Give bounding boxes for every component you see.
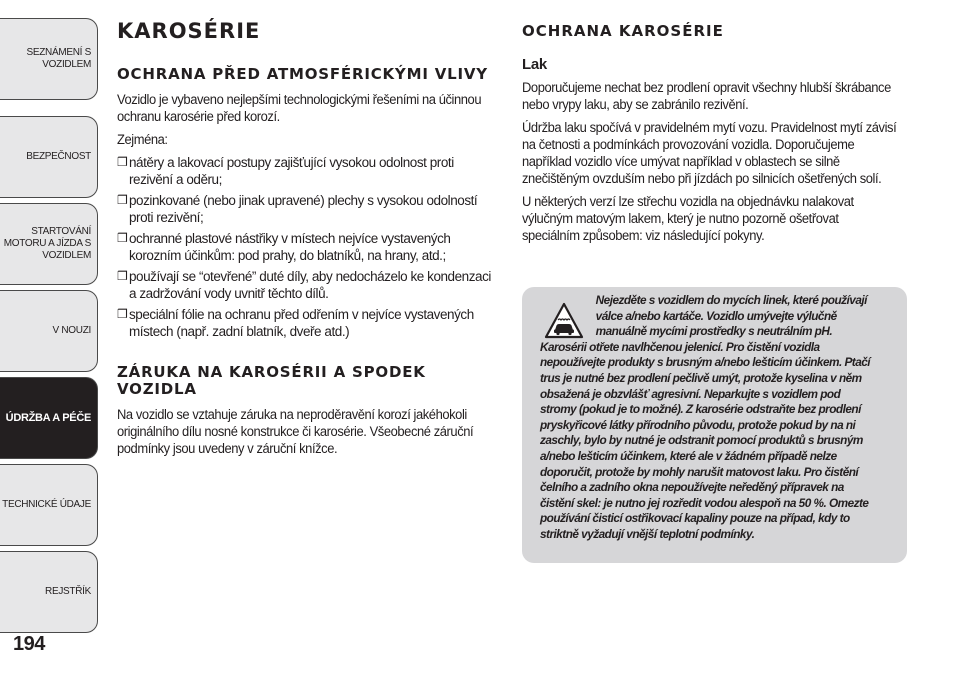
- list-item: ❒ pozinkované (nebo jinak upravené) plechy s vysokou odolností proti rezivění;: [117, 193, 478, 225]
- bullet-marker: ❒: [117, 307, 128, 321]
- warning-lead: Nejezděte s vozidlem do mycích linek, které používají válce a/nebo kartáče. Vozidlo umývejte výlučně manuálně mycími prostředky s neutrálním pH.: [595, 293, 867, 339]
- section-heading-warranty: ZÁRUKA NA KAROSÉRII A SPODEK VOZIDLA: [117, 363, 426, 398]
- warning-box: [522, 287, 907, 563]
- section-heading-atmospheric: OCHRANA PŘED ATMOSFÉRICKÝMI VLIVY: [117, 65, 488, 83]
- list-item: ❒ speciální fólie na ochranu před odřením v nejvíce vystavených místech (např. zadní blatník, dveře atd.): [117, 307, 474, 339]
- tab-startovani[interactable]: STARTOVÁNÍ MOTORU A JÍZDA S VOZIDLEM: [0, 203, 98, 285]
- paint-paragraph: Údržba laku spočívá v pravidelném mytí vozu. Pravidelnost mytí závisí na četnosti a podmínkách provozování vozidla. Doporučujeme například vozidlo více umývat například v oblastech se silně znečištěným ovzduším nebo při jízdách po silnicích ošetřených solí.: [522, 120, 897, 186]
- tab-technicke-udaje[interactable]: TECHNICKÉ ÚDAJE: [0, 464, 98, 546]
- section-lead: Zejména:: [117, 132, 168, 147]
- paint-paragraph: Doporučujeme nechat bez prodlení opravit všechny hlubší škrábance nebo vrypy laku, aby se zabránilo rezivění.: [522, 80, 891, 112]
- warning-body: Karosérii otřete navlhčenou jelenicí. Pro čistění vozidla nepoužívejte produkty s brusným a/nebo lešticím účinkem. Ptačí trus je nutné bez prodlení pečlivě umýt, protože kyselina v něm obsažená je obzvlášť agresivní. Neparkujte s vozidlem pod stromy (pokud je to možné). Z karosérie odstraňte bez prodlení pryskyřicové látky přírodního původu, protože pokud by na ni zaschly, bylo by nutné je odstranit pomocí produktů s brusným a/nebo lešticím účinkem, které ale v žádném případě nelze doporučit, protože by mohly narušit matovost laku. Pro čistění čelního a zadního okna nepoužívejte neředěný přípravek na čistění skel: je nutno jej rozředit vodou alespoň na 50 %. Omezte používání čisticí ostřikovací kapaliny pouze na případ, kdy to striktně vyžadují vnější teplotní podmínky.: [540, 339, 871, 541]
- right-column: [522, 18, 912, 250]
- paint-paragraph: U některých verzí lze střechu vozidla na objednávku nalakovat výlučným matovým lakem, který je nutno pozorně ošetřovat speciálním způsobem: viz následující pokyny.: [522, 194, 854, 243]
- chapter-title: KAROSÉRIE: [117, 19, 261, 43]
- tab-udrzba[interactable]: ÚDRŽBA A PÉČE: [0, 377, 98, 459]
- tab-v-nouzi[interactable]: V NOUZI: [0, 290, 98, 372]
- section-heading-body-protection: OCHRANA KAROSÉRIE: [522, 22, 724, 40]
- list-item: ❒ nátěry a lakovací postupy zajišťující vysokou odolnost proti rezivění a oděru;: [117, 155, 454, 187]
- tab-seznameni[interactable]: SEZNÁMENÍ S VOZIDLEM: [0, 18, 98, 100]
- page-number: 194: [13, 633, 45, 655]
- bullet-marker: ❒: [117, 155, 128, 169]
- list-item: ❒ ochranné plastové nástřiky v místech nejvíce vystavených korozním účinkům: pod prahy, do blatníků, na hrany, atd.;: [117, 231, 451, 263]
- left-column: [117, 18, 497, 463]
- bullet-marker: ❒: [117, 269, 128, 283]
- tab-bezpecnost[interactable]: BEZPEČNOST: [0, 116, 98, 198]
- protection-list: [117, 154, 497, 340]
- list-item: ❒ používají se “otevřené” duté díly, aby nedocházelo ke kondenzaci a zadržování vody uvnitř těchto dílů.: [117, 269, 491, 301]
- warranty-text: Na vozidlo se vztahuje záruka na neproděravění korozí jakéhokoli originálního dílu nosné konstrukce či karosérie. Všeobecné záruční podmínky jsou uvedeny v záruční knížce.: [117, 407, 474, 456]
- subheading-paint: Lak: [522, 56, 547, 73]
- bullet-marker: ❒: [117, 193, 128, 207]
- bullet-marker: ❒: [117, 231, 128, 245]
- section-intro: Vozidlo je vybaveno nejlepšími technologickými řešeními na účinnou ochranu karosérie před korozí.: [117, 92, 482, 124]
- tab-rejstrik[interactable]: REJSTŘÍK: [0, 551, 98, 633]
- warning-text: [540, 293, 879, 543]
